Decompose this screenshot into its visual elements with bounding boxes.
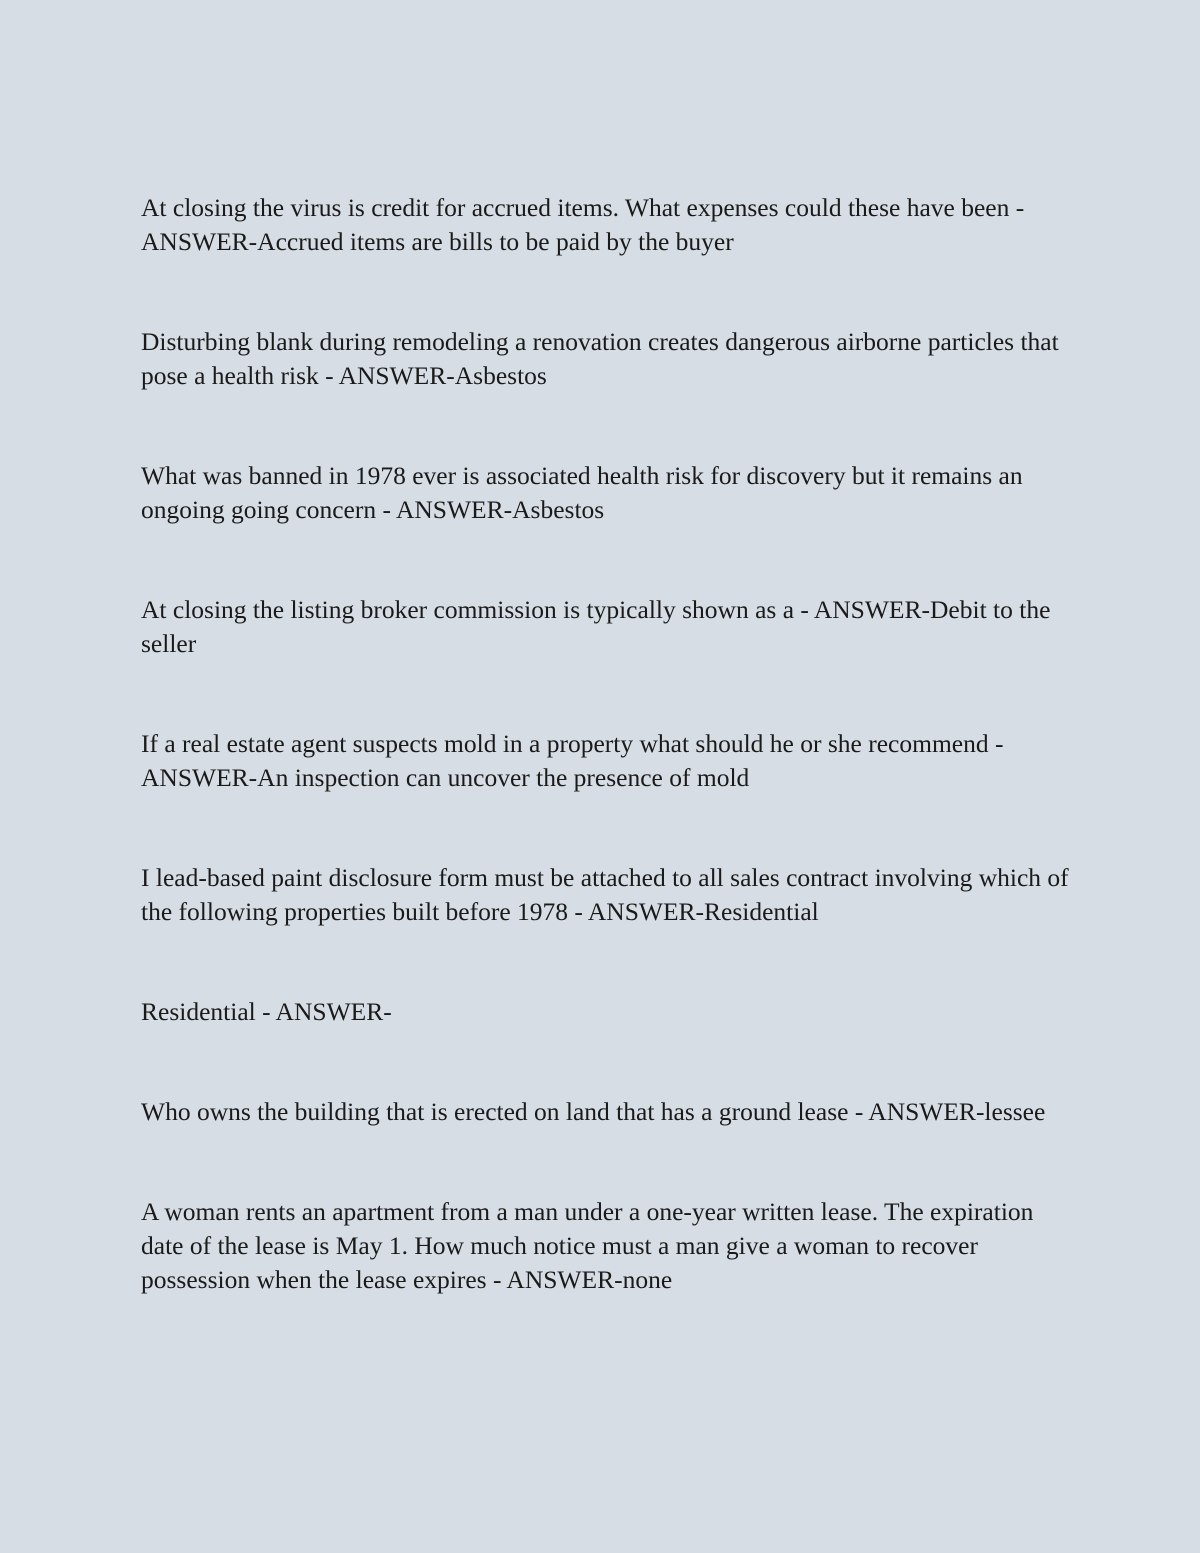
qa-item: At closing the virus is credit for accrued items. What expenses could these have been - ANSWER-Accrued items are bills to be paid by the buyer — [141, 193, 1025, 256]
qa-item: What was banned in 1978 ever is associated health risk for discovery but it remains an ongoing going concern - ANSWER-Asbestos — [141, 461, 1023, 524]
qa-item: If a real estate agent suspects mold in a property what should he or she recommend - ANSWER-An inspection can uncover the presence of mold — [141, 729, 1004, 792]
qa-item: At closing the listing broker commission is typically shown as a - ANSWER-Debit to the seller — [141, 595, 1051, 658]
qa-item: Residential - ANSWER- — [141, 997, 392, 1026]
qa-item: Who owns the building that is erected on land that has a ground lease - ANSWER-lessee — [141, 1097, 1046, 1126]
qa-item: I lead-based paint disclosure form must be attached to all sales contract involving which of the following properties built before 1978 - ANSWER-Residential — [141, 863, 1069, 926]
qa-item: Disturbing blank during remodeling a renovation creates dangerous airborne particles that pose a health risk - ANSWER-Asbestos — [141, 327, 1059, 390]
qa-list — [141, 191, 1071, 1363]
qa-item: A woman rents an apartment from a man under a one-year written lease. The expiration date of the lease is May 1. How much notice must a man give a woman to recover possession when the lease expires - ANSWER-none — [141, 1197, 1034, 1294]
